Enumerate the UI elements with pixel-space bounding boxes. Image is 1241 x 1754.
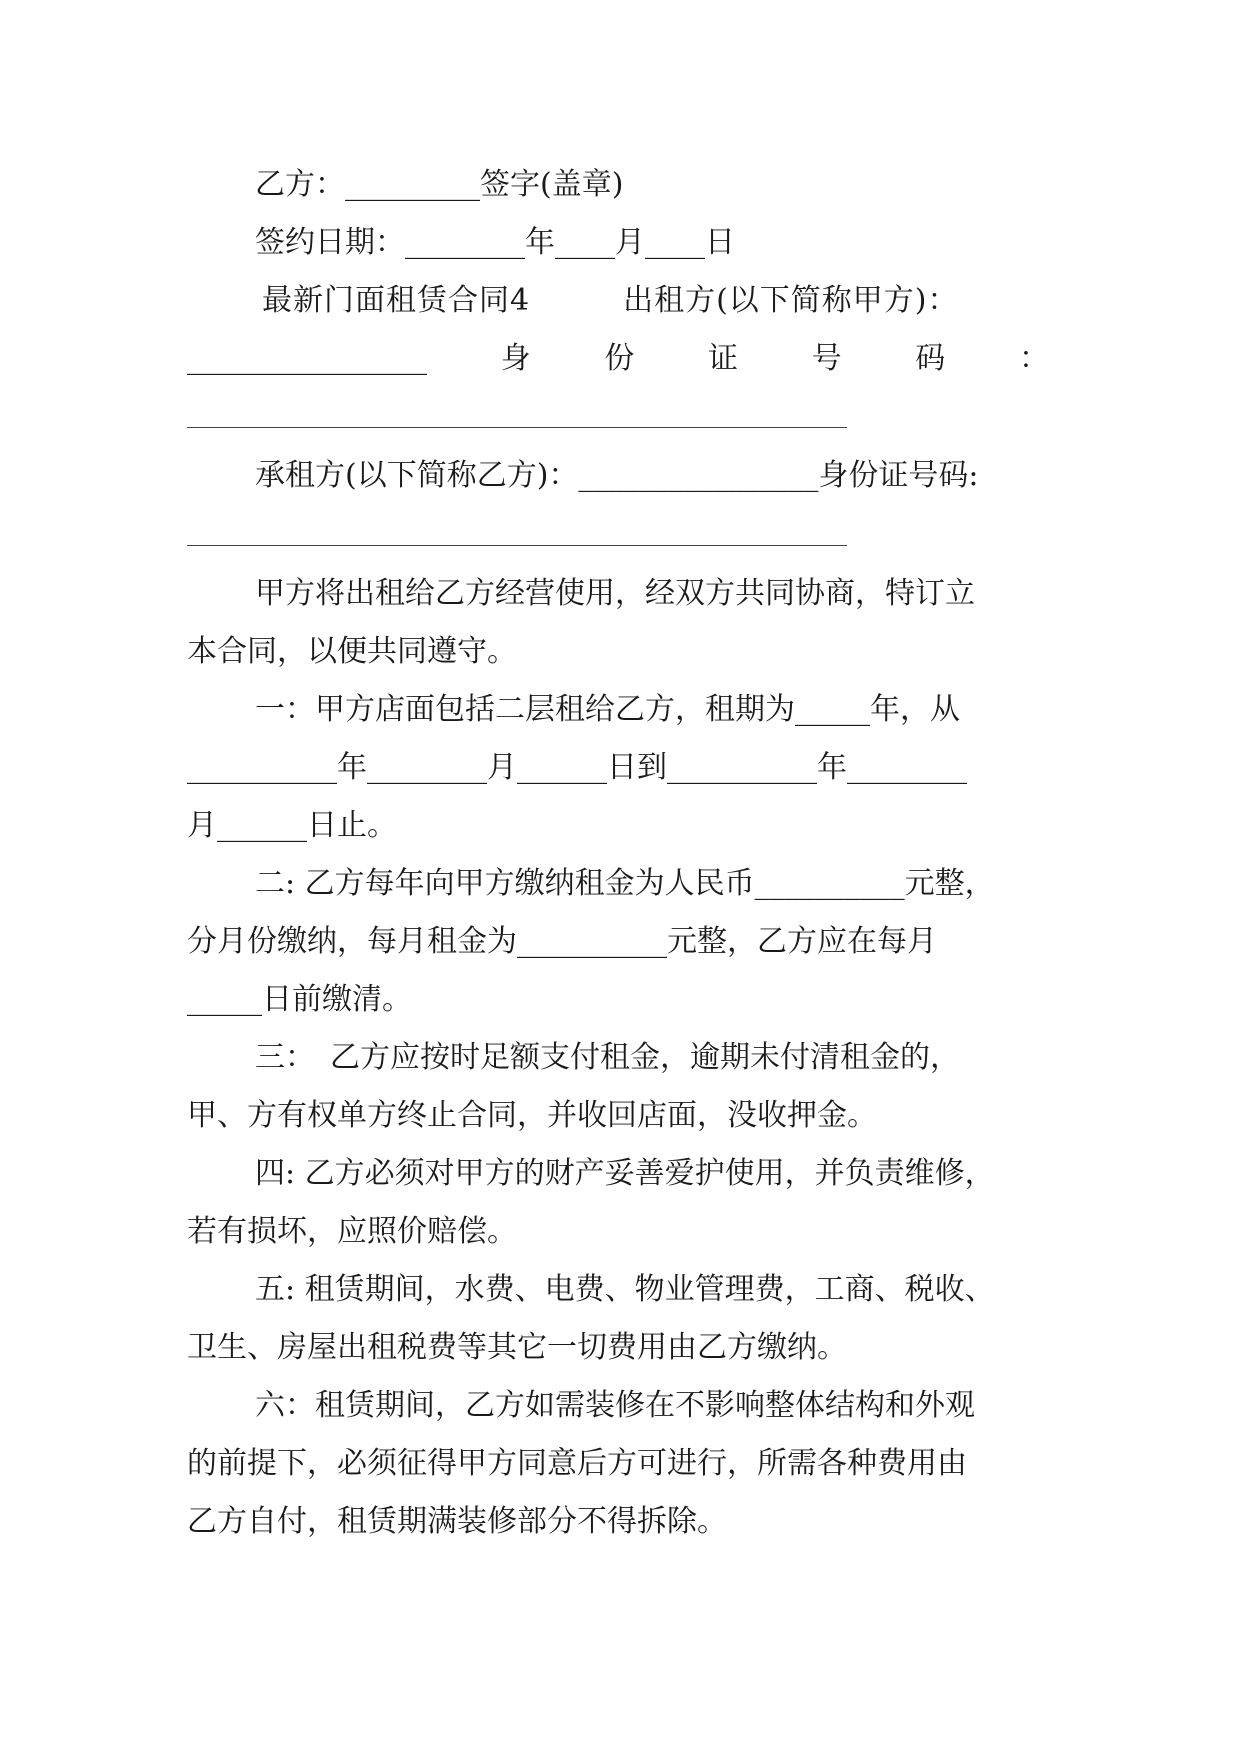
clause-3-line: 甲、方有权单方终止合同，并收回店面，没收押金。 [187,1098,877,1133]
tenant-line: 承租方(以下简称乙方)：________________身份证号码: [255,458,979,493]
clause-3-line: 三： 乙方应按时足额支付租金，逾期未付清租金的， [255,1040,960,1075]
clause-4-line: 若有损坏，应照价赔偿。 [187,1214,517,1249]
clause-6-line: 的前提下，必须征得甲方同意后方可进行，所需各种费用由 [187,1446,967,1481]
clause-1-line: __________年________月______日到__________年________ [187,750,967,785]
clause-2-line: _____日前缴清。 [187,982,412,1017]
preamble-line: 甲方将出租给乙方经营使用，经双方共同协商，特订立 [255,576,975,611]
clause-6-line: 六：租赁期间，乙方如需装修在不影响整体结构和外观 [255,1388,975,1423]
clause-5-line: 卫生、房屋出租税费等其它一切费用由乙方缴纳。 [187,1330,847,1365]
clause-5-line: 五: 租赁期间，水费、电费、物业管理费，工商、税收、 [255,1272,995,1307]
contract-heading-line: 最新门面租赁合同4 出租方(以下简称甲方)： [262,283,959,318]
signing-date-line: 签约日期：________年____月____日 [255,225,735,260]
id-char: 码 [915,341,946,376]
id-blank: ________________ [187,341,427,376]
clause-1-line: 月______日止。 [187,808,397,843]
lessor-id-blank-rule [187,427,847,428]
id-char: 身 [500,341,531,376]
id-char: ： [1018,341,1049,376]
id-char: 份 [604,341,635,376]
clause-2-line: 二: 乙方每年向甲方缴纳租金为人民币__________元整， [255,866,995,901]
id-char: 证 [707,341,738,376]
preamble-line: 本合同，以便共同遵守。 [187,634,517,669]
id-char: 号 [811,341,842,376]
clause-4-line: 四: 乙方必须对甲方的财产妥善爱护使用，并负责维修， [255,1156,995,1191]
tenant-id-blank-rule [187,545,847,546]
clause-2-line: 分月份缴纳，每月租金为__________元整，乙方应在每月 [187,924,937,959]
lessor-id-line [187,339,1049,379]
clause-1-line: 一：甲方店面包括二层租给乙方，租期为_____年，从 [255,692,960,727]
party-b-signature-line: 乙方：_________签字(盖章) [255,167,624,202]
clause-6-line: 乙方自付，租赁期满装修部分不得拆除。 [187,1504,727,1539]
